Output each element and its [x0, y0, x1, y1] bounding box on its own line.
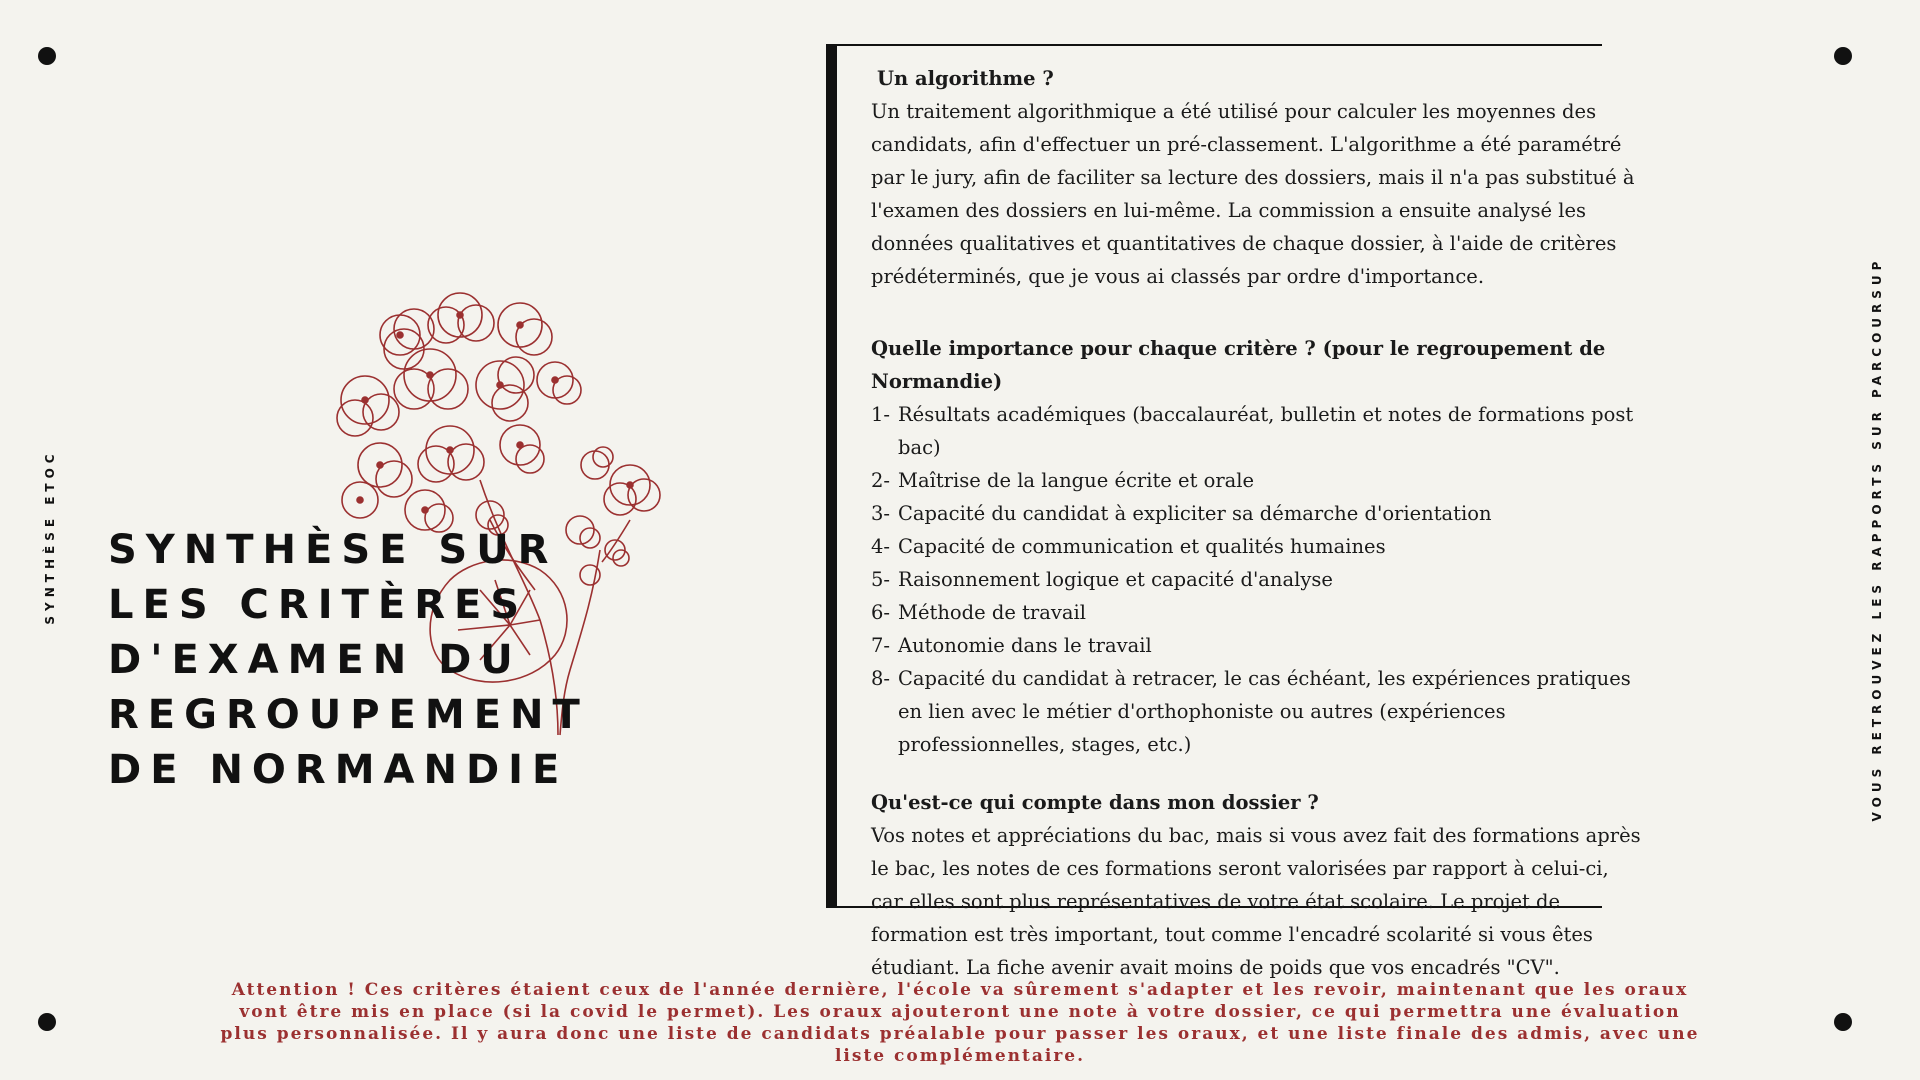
panel-top-rule — [826, 44, 1602, 46]
corner-dot-bottom-left — [38, 1013, 56, 1031]
criteria-item — [871, 530, 1641, 563]
criteria-item — [871, 398, 1641, 464]
criteria-item — [871, 596, 1641, 629]
flower-cluster-main — [337, 293, 581, 535]
criteria-item — [871, 497, 1641, 530]
criteria-number: 2- — [871, 469, 890, 492]
panel-content — [871, 62, 1641, 984]
side-label-right: VOUS RETROUVEZ LES RAPPORTS SUR PARCOURSUP — [1870, 256, 1884, 822]
criteria-text: Raisonnement logique et capacité d'analyse — [898, 568, 1333, 591]
info-panel — [826, 44, 1641, 979]
criteria-text: Capacité du candidat à expliciter sa démarche d'orientation — [898, 502, 1492, 525]
criteria-number: 8- — [871, 667, 890, 690]
corner-dot-bottom-right — [1834, 1013, 1852, 1031]
criteria-number: 4- — [871, 535, 890, 558]
algo-body: Un traitement algorithmique a été utilisé pour calculer les moyennes des candidats, afin d'effectuer un pré-classement. L'algorithme a été paramétré par le jury, afin de faciliter sa lecture des dossiers, mais il n'a pas substitué à l'examen des dossiers en lui-même. La commission a ensuite analysé les données qualitatives et quantitatives de chaque dossier, à l'aide de critères prédéterminés, que je vous ai classés par ordre d'importance. — [871, 100, 1635, 288]
criteria-number: 5- — [871, 568, 890, 591]
criteria-item — [871, 563, 1641, 596]
criteria-number: 1- — [871, 403, 890, 426]
page-title: SYNTHÈSE SUR LES CRITÈRES D'EXAMEN DU REGROUPEMENT DE NORMANDIE — [108, 527, 589, 793]
corner-dot-top-left — [38, 47, 56, 65]
side-label-left: SYNTHÈSE ETOC — [43, 449, 57, 625]
criteria-text: Capacité de communication et qualités humaines — [898, 535, 1386, 558]
criteria-number: 3- — [871, 502, 890, 525]
criteria-text: Méthode de travail — [898, 601, 1086, 624]
criteria-item — [871, 629, 1641, 662]
algo-heading: Un algorithme ? — [877, 67, 1054, 90]
criteria-number: 6- — [871, 601, 890, 624]
criteria-heading: Quelle importance pour chaque critère ? (pour le regroupement de Normandie) — [871, 337, 1606, 393]
criteria-item — [871, 464, 1641, 497]
criteria-text: Capacité du candidat à retracer, le cas échéant, les expériences pratiques en lien avec le métier d'orthophoniste ou autres (expériences professionnelles, stages, etc.) — [898, 667, 1631, 756]
criteria-text: Résultats académiques (baccalauréat, bulletin et notes de formations post bac) — [898, 403, 1634, 459]
criteria-text: Autonomie dans le travail — [898, 634, 1152, 657]
warning-footer: Attention ! Ces critères étaient ceux de l'année dernière, l'école va sûrement s'adapter et les revoir, maintenant que les oraux vont être mis en place (si la covid le permet). Les oraux ajouteront une note à votre dossier, ce qui permettra une évaluation plus personnalisée. Il y aura donc une liste de candidats préalable pour passer les oraux, et une liste finale des admis, avec une liste complémentaire. — [220, 980, 1700, 1066]
criteria-list — [871, 398, 1641, 761]
criteria-number: 7- — [871, 634, 890, 657]
dossier-body: Vos notes et appréciations du bac, mais si vous avez fait des formations après le bac, les notes de ces formations seront valorisées par rapport à celui-ci, car elles sont plus représentatives de votre état scolaire. Le projet de formation est très important, tout comme l'encadré scolarité si vous êtes étudiant. La fiche avenir avait moins de poids que vos encadrés "CV". — [871, 824, 1641, 979]
dossier-heading: Qu'est-ce qui compte dans mon dossier ? — [871, 791, 1319, 814]
corner-dot-top-right — [1834, 47, 1852, 65]
criteria-item — [871, 662, 1641, 761]
panel-left-bar — [826, 44, 837, 908]
criteria-text: Maîtrise de la langue écrite et orale — [898, 469, 1255, 492]
